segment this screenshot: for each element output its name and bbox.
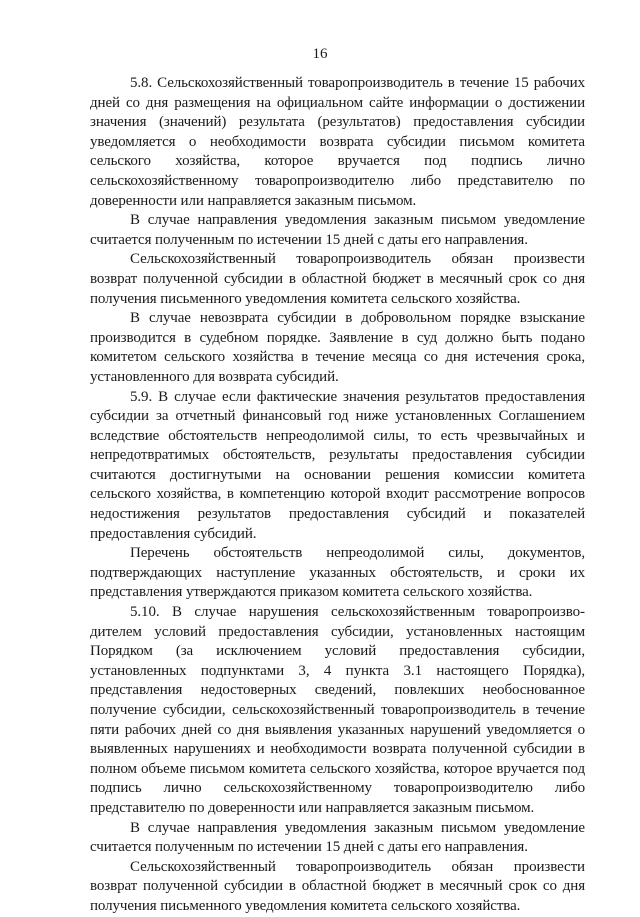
paragraph-force-majeure-list: Перечень обстоятельств непреодолимой силы, документов, подтверждающих наступление указанных обстоятельств, и сроки их представления утверждаются приказом комитета сельского хозяйства. [90, 545, 585, 601]
paragraph-5-10: 5.10. В случае нарушения сельскохозяйственным товаропроизводителем условий предоставления субсидии, установленных настоящим Порядком (за исключением условий предоставления субсидии, установленных подпунктами 3, 4 пункта 3.1 настоящего Порядка), представления недостоверных сведений, повлекших необоснованное получение субсидии, сельскохозяйственный товаропроизводитель в течение пяти рабочих дней со дня выявления указанных нарушений уведомляется о выявленных нарушениях и необходимости возврата полученной субсидии в полном объеме письмом комитета сельского хозяйства, которое вручается под подпись лично сельскохозяйственному товаропроизводителю либо представителю по доверенности или направляется заказным письмом. [90, 604, 585, 816]
document-body [90, 74, 585, 917]
paragraph-obligation-return: Сельскохозяйственный товаропроизводитель обязан произвести возврат полученной субсидии в областной бюджет в месячный срок со дня получения письменного уведомления комитета сельского хозяйства. [90, 251, 585, 307]
paragraph-notice-registered-mail-2: В случае направления уведомления заказным письмом уведомление считается полученным по истечении 15 дней с даты его направления. [90, 819, 585, 856]
paragraph-5-8: 5.8. Сельскохозяйственный товаропроизводитель в течение 15 рабочих дней со дня размещения на официальном сайте информации о достижении значения (значений) результата (результатов) предоставления субсидии уведомляется о необходимости возврата субсидии письмом комитета сельского хозяйства, которое вручается под подпись лично сельскохозяйственному товаропроизводителю либо представителю по доверенности или направляется заказным письмом. [90, 75, 585, 209]
paragraph-court-recovery: В случае невозврата субсидии в добровольном порядке взыскание производится в судебном порядке. Заявление в суд должно быть подано комитетом сельского хозяйства в течение месяца со дня истечения срока, установленного для возврата субсидий. [90, 310, 585, 385]
paragraph-5-9: 5.9. В случае если фактические значения результатов предоставления субсидии за отчетный финансовый год ниже установленных Соглашением вследствие обстоятельств непреодолимой силы, то есть чрезвычайных и непредотвратимых обстоятельств, результаты предоставления субсидии считаются достигнутыми на основании решения комиссии комитета сельского хозяйства, в компетенцию которой входит рассмотрение вопросов недостижения результатов предоставления субсидий и показателей предоставления субсидий. [90, 388, 585, 542]
paragraph-notice-registered-mail: В случае направления уведомления заказным письмом уведомление считается полученным по истечении 15 дней с даты его направления. [90, 212, 585, 248]
paragraph-obligation-return-2: Сельскохозяйственный товаропроизводитель обязан произвести возврат полученной субсидии в областной бюджет в месячный срок со дня получения письменного уведомления комитета сельского хозяйства. [90, 858, 585, 914]
page-number: 16 [312, 46, 328, 62]
